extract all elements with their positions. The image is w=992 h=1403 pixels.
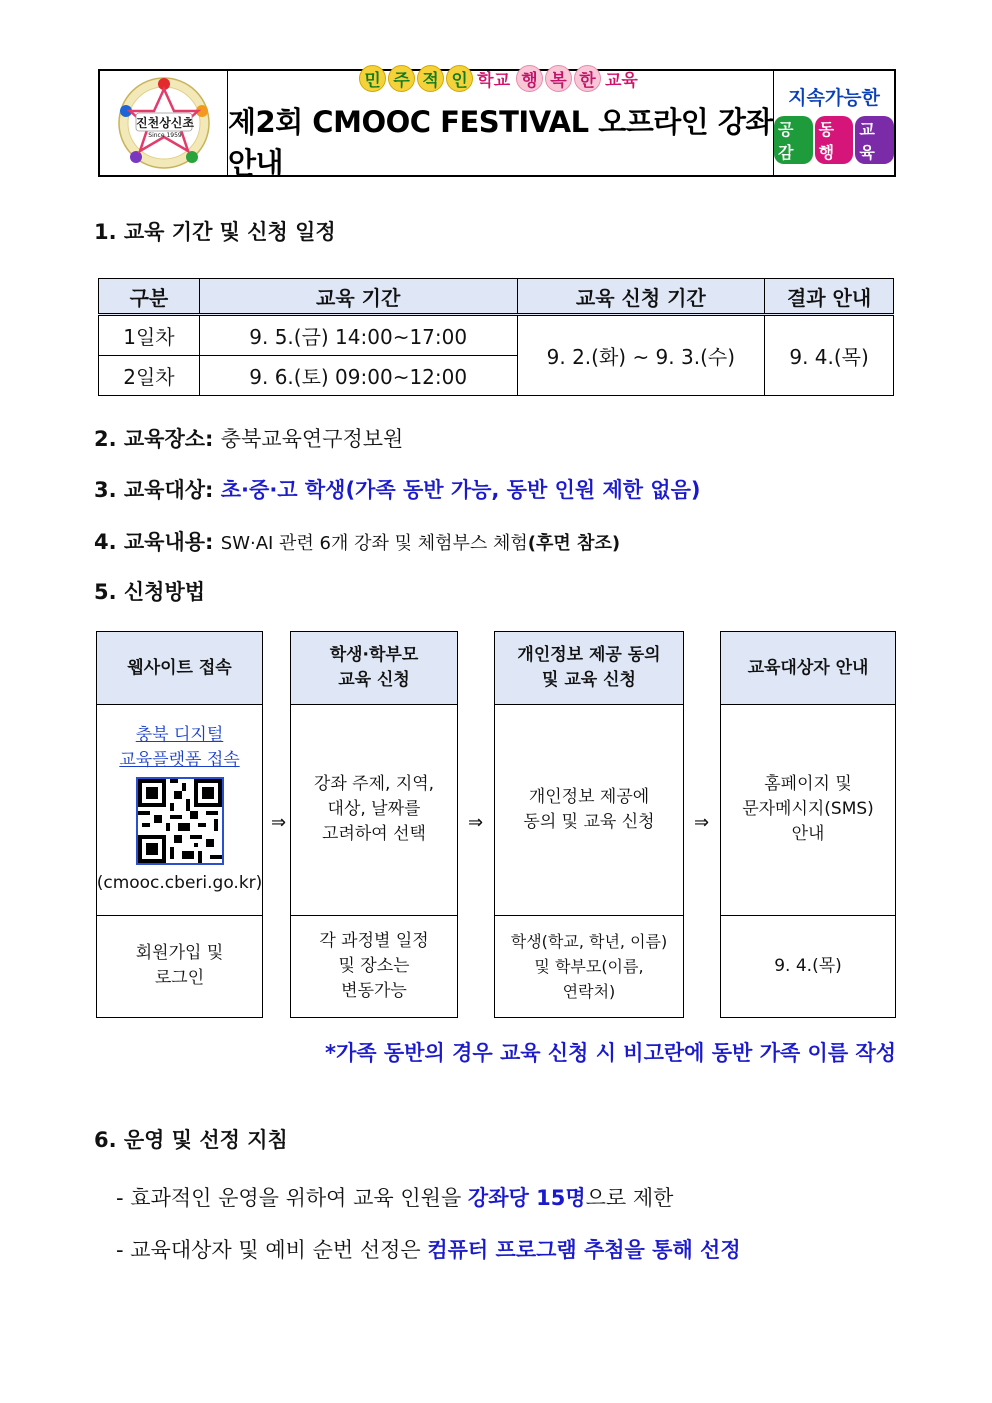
slogan-word: 학교 — [477, 70, 510, 91]
flow-step-2-body — [291, 704, 457, 916]
flow-step-3-head-line: 개인정보 제공 동의 — [517, 645, 661, 665]
table-row — [99, 315, 894, 356]
platform-url: (cmooc.cberi.go.kr) — [96, 873, 263, 893]
flow-step-3 — [494, 631, 684, 1018]
flow-step-4-head: 교육대상자 안내 — [721, 632, 895, 705]
flow-arrow-icon: ⇒ — [694, 812, 710, 833]
section-3-value: 초·중·고 학생(가족 동반 가능, 동반 인원 제한 없음) — [220, 478, 701, 502]
table-cell: 9. 6.(토) 09:00~12:00 — [199, 356, 517, 396]
table-header: 결과 안내 — [765, 279, 894, 315]
apply-period-cell: 9. 2.(화) ~ 9. 3.(수) — [517, 315, 765, 396]
flow-step-3-foot-line: 및 학부모(이름, — [534, 956, 644, 976]
title-cell — [228, 70, 774, 180]
section-6-item-2 — [116, 1234, 741, 1264]
family-note: *가족 동반의 경우 교육 신청 시 비고란에 동반 가족 이름 작성 — [325, 1041, 896, 1065]
flow-step-2 — [290, 631, 458, 1018]
flow-step-3-foot-line: 학생(학교, 학년, 이름) — [510, 931, 668, 951]
logo-since: Since 1959 — [148, 132, 182, 139]
section-1-title: 1. 교육 기간 및 신청 일정 — [94, 220, 336, 244]
table-header: 구분 — [99, 279, 200, 315]
schedule-table — [98, 278, 894, 396]
school-logo-cell — [100, 71, 228, 175]
section-6-item-1-highlight: 강좌당 15명 — [467, 1186, 586, 1210]
slogan-char: 주 — [388, 65, 415, 92]
section-2-value: 충북교육연구정보원 — [220, 427, 404, 451]
flow-step-2-head — [291, 632, 457, 705]
sustainable-text: 지속가능한 — [788, 86, 880, 109]
section-3-label: 3. 교육대상: — [94, 478, 214, 502]
flow-step-2-foot — [291, 915, 457, 1017]
table-cell: 1일차 — [99, 315, 200, 356]
section-6-item-1-text: 으로 제한 — [585, 1186, 674, 1210]
table-header: 교육 신청 기간 — [517, 279, 765, 315]
flow-step-2-foot-line: 각 과정별 일정 — [319, 930, 429, 951]
flow-step-1-body — [97, 704, 262, 916]
section-6-item-1-text: - 효과적인 운영을 위하여 교육 인원을 — [116, 1186, 468, 1210]
flow-step-4-body-line: 안내 — [791, 824, 825, 844]
flow-step-4 — [720, 631, 896, 1018]
flow-step-3-head — [495, 632, 683, 705]
badge: 공감 — [774, 116, 813, 164]
flow-step-1-foot-line: 로그인 — [154, 968, 205, 988]
badge: 동행 — [815, 116, 854, 164]
flow-step-2-body-line: 고려하여 선택 — [322, 824, 426, 844]
section-4-label: 4. 교육내용: — [94, 530, 214, 554]
flow-arrow-icon: ⇒ — [271, 812, 287, 833]
slogan-char: 한 — [574, 65, 601, 92]
flow-step-2-foot-line: 및 장소는 — [338, 955, 410, 976]
flow-step-1 — [96, 631, 263, 1018]
sustainable-cell — [774, 71, 894, 175]
flow-arrow-icon: ⇒ — [468, 812, 484, 833]
header-box — [98, 69, 896, 180]
slogan-char: 적 — [417, 65, 444, 92]
slogan-char: 복 — [545, 65, 572, 92]
platform-link-line1: 충북 디지털 — [135, 725, 224, 745]
flow-step-3-foot-line: 연락처) — [562, 981, 616, 1001]
flow-step-3-head-line: 및 교육 신청 — [542, 670, 636, 690]
flow-step-2-head-line: 학생·학부모 — [329, 645, 419, 665]
section-2 — [94, 423, 403, 453]
section-4-value: SW·AI 관련 6개 강좌 및 체험부스 체험 — [220, 533, 528, 554]
section-6-item-1 — [116, 1182, 673, 1212]
flow-step-3-body-line: 동의 및 교육 신청 — [523, 811, 655, 832]
section-6-title: 6. 운영 및 선정 지침 — [94, 1128, 288, 1152]
flow-step-2-head-line: 교육 신청 — [338, 670, 410, 690]
section-6-item-2-text: - 교육대상자 및 예비 순번 선정은 — [116, 1238, 428, 1262]
sustainable-badges — [774, 116, 894, 164]
flow-step-4-body — [721, 704, 895, 916]
section-5-title: 5. 신청방법 — [94, 580, 206, 604]
table-cell: 9. 5.(금) 14:00~17:00 — [199, 315, 517, 356]
section-6-item-2-highlight: 컴퓨터 프로그램 추첨을 통해 선정 — [427, 1238, 741, 1262]
platform-link[interactable] — [119, 723, 239, 773]
section-4-bold: (후면 참조) — [527, 533, 621, 554]
page-title: 제2회 CMOOC FESTIVAL 오프라인 강좌 안내 — [228, 104, 773, 180]
platform-link-line2: 교육플랫폼 접속 — [119, 750, 240, 770]
table-header: 교육 기간 — [199, 279, 517, 315]
slogan — [359, 65, 642, 92]
flow-step-2-body-line: 대상, 날짜를 — [327, 799, 421, 819]
section-4 — [94, 526, 620, 556]
slogan-word: 교육 — [605, 70, 638, 91]
flow-step-4-foot: 9. 4.(목) — [774, 955, 842, 976]
flow-step-4-body-line: 문자메시지(SMS) — [742, 799, 874, 819]
result-cell: 9. 4.(목) — [765, 315, 894, 396]
flow-step-2-foot-line: 변동가능 — [341, 980, 407, 1001]
slogan-char: 인 — [446, 65, 473, 92]
flow-step-4-body-line: 홈페이지 및 — [764, 774, 852, 794]
badge: 교육 — [855, 116, 894, 164]
flow-step-3-foot — [495, 915, 683, 1017]
flow-step-3-body — [495, 704, 683, 916]
flow-step-2-body-line: 강좌 주제, 지역, — [313, 774, 435, 794]
slogan-char: 행 — [516, 65, 543, 92]
table-cell: 2일차 — [99, 356, 200, 396]
logo-text: 진천상신초 — [136, 116, 194, 130]
section-3 — [94, 474, 701, 504]
slogan-char: 민 — [359, 65, 386, 92]
section-2-label: 2. 교육장소: — [94, 427, 214, 451]
flow-step-1-foot-line: 회원가입 및 — [135, 943, 224, 963]
flow-step-1-head: 웹사이트 접속 — [97, 632, 262, 705]
flow-step-3-body-line: 개인정보 제공에 — [528, 786, 650, 807]
qr-code-icon[interactable] — [136, 777, 224, 865]
flow-step-1-foot — [97, 915, 262, 1017]
